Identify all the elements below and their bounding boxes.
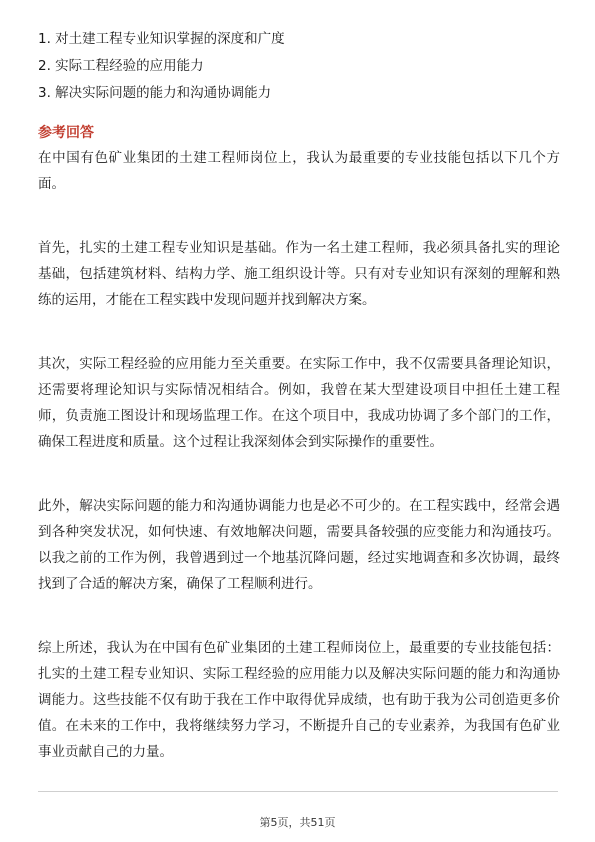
criteria-item-1: 1. 对土建工程专业知识掌握的深度和广度 <box>38 31 285 47</box>
answer-paragraph-intro: 在中国有色矿业集团的土建工程师岗位上，我认为最重要的专业技能包括以下几个方面。 <box>38 150 560 192</box>
answer-paragraph-summary: 综上所述，我认为在中国有色矿业集团的土建工程师岗位上，最重要的专业技能包括：扎实的土建工程专业知识、实际工程经验的应用能力以及解决实际问题的能力和沟通协调能力。这些技能不仅有助于我在工作中取得优异成绩，也有助于我为公司创造更多价值。在未来的工作中，我将继续努力学习，不断提升自己的专业素养，为我国有色矿业事业贡献自己的力量。 <box>38 640 560 760</box>
page-number: 第5页，共51页 <box>259 816 336 829</box>
criteria-item-2: 2. 实际工程经验的应用能力 <box>38 58 204 74</box>
evaluation-criteria-list <box>38 26 558 107</box>
answer-paragraph-experience: 其次，实际工程经验的应用能力至关重要。在实际工作中，我不仅需要具备理论知识，还需要将理论知识与实际情况相结合。例如，我曾在某大型建设项目中担任土建工程师，负责施工图设计和现场监理工作。在这个项目中，我成功协调了多个部门的工作，确保工程进度和质量。这个过程让我深刻体会到实际操作的重要性。 <box>38 356 560 450</box>
answer-paragraph-knowledge: 首先，扎实的土建工程专业知识是基础。作为一名土建工程师，我必须具备扎实的理论基础，包括建筑材料、结构力学、施工组织设计等。只有对专业知识有深刻的理解和熟练的运用，才能在工程实践中发现问题并找到解决方案。 <box>38 240 560 308</box>
answer-paragraph-problem-solving: 此外，解决实际问题的能力和沟通协调能力也是必不可少的。在工程实践中，经常会遇到各种突发状况，如何快速、有效地解决问题，需要具备较强的应变能力和沟通技巧。以我之前的工作为例，我曾遇到过一个地基沉降问题，经过实地调查和多次协调，最终找到了合适的解决方案，确保了工程顺利进行。 <box>38 498 560 592</box>
footer-divider <box>38 791 558 792</box>
answer-body <box>38 145 560 803</box>
answer-heading: 参考回答 <box>38 125 94 141</box>
criteria-item-3: 3. 解决实际问题的能力和沟通协调能力 <box>38 85 272 101</box>
